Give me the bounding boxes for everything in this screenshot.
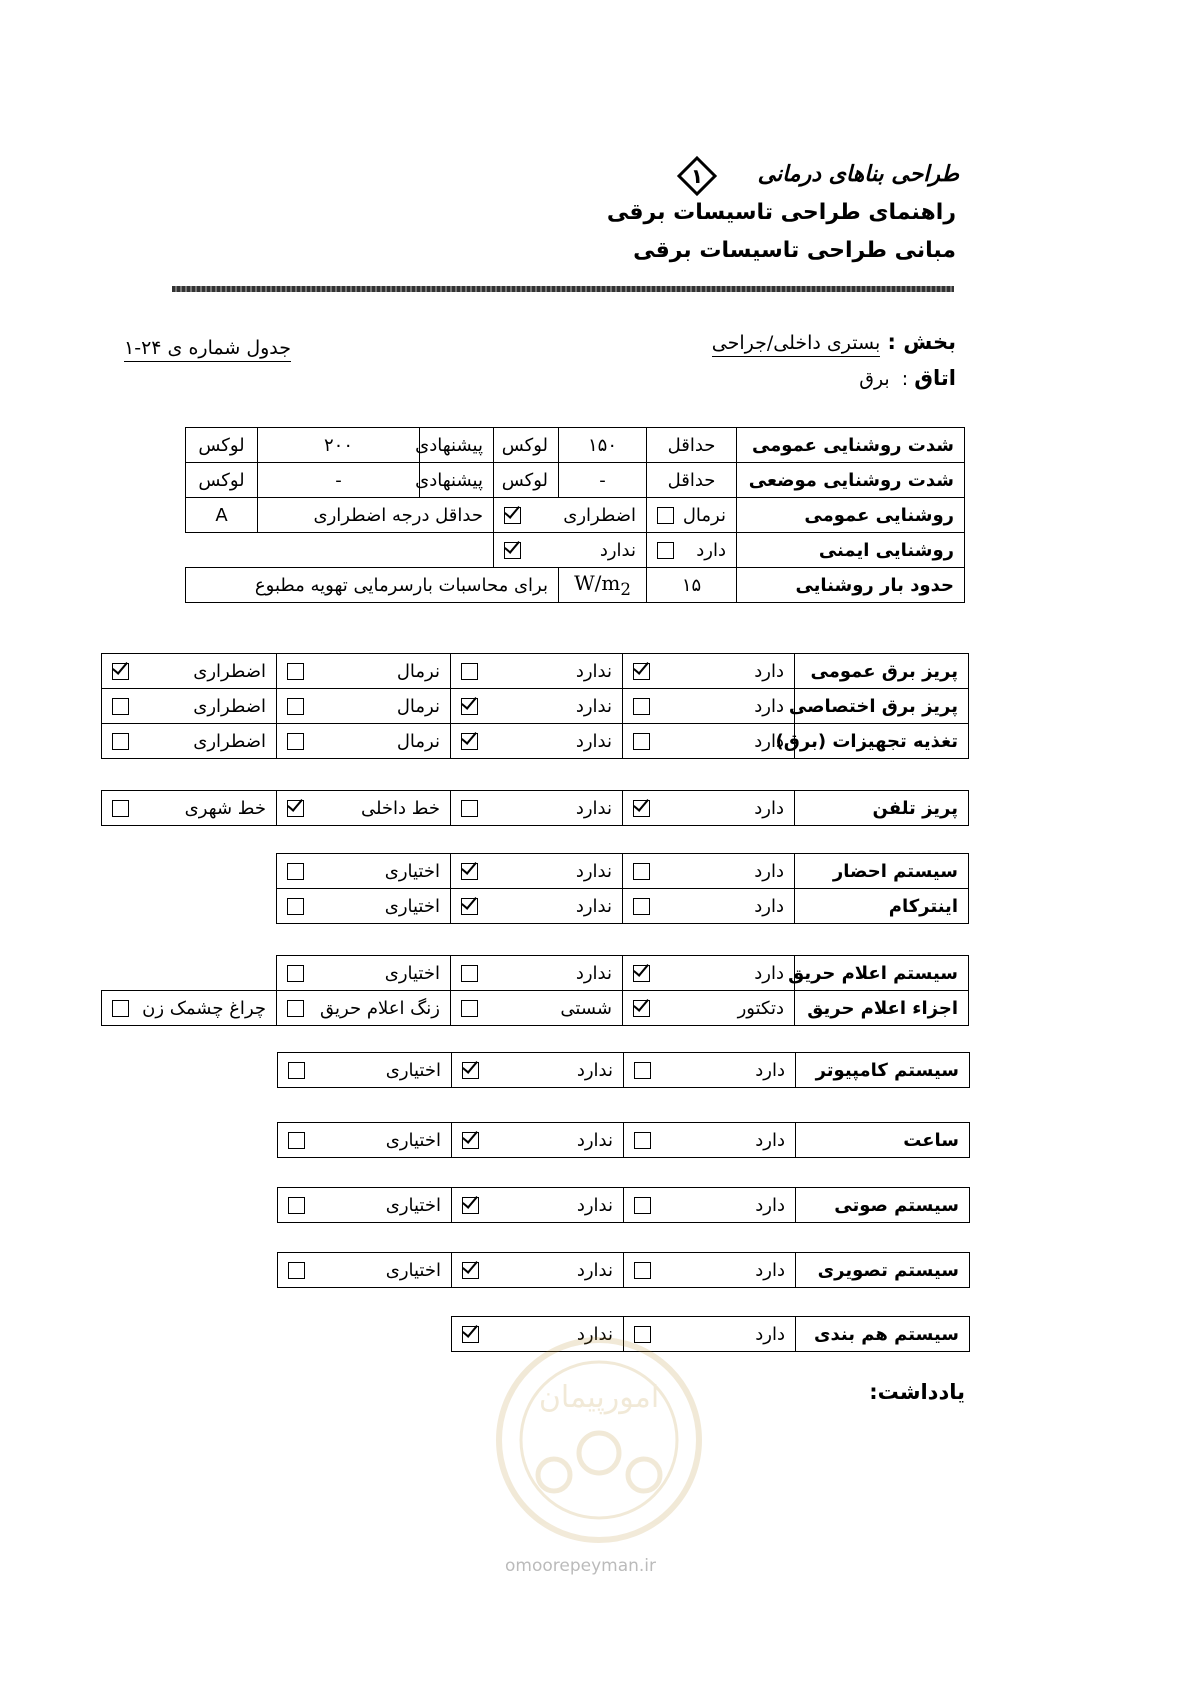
call-not-checkbox[interactable]: [461, 863, 478, 880]
room-line: اتاق : برق: [859, 366, 956, 390]
power-not-checkbox[interactable]: [461, 698, 478, 715]
power-row: [102, 654, 969, 689]
power-not-checkbox[interactable]: [461, 733, 478, 750]
system-audio-table: [277, 1187, 970, 1223]
system-not-checkbox[interactable]: [462, 1197, 479, 1214]
watermark-text: omoorepeyman.ir: [505, 1556, 657, 1576]
li-min-label: حداقل: [647, 463, 737, 498]
call-table: [276, 853, 969, 924]
fire-flash-label: چراغ چشمک زن: [142, 997, 266, 1019]
room-label: اتاق: [914, 366, 956, 390]
li-rec-label: پیشنهادی: [420, 463, 494, 498]
sl-has-label: دارد: [696, 539, 726, 561]
phone-not-checkbox[interactable]: [461, 800, 478, 817]
power-emergency-label: اضطراری: [193, 730, 266, 752]
phone-internal-label: خط داخلی: [360, 797, 440, 819]
gl-emergency-label: اضطراری: [563, 504, 636, 526]
local-intensity-label: شدت روشنایی موضعی: [737, 463, 965, 498]
call-row-label: اینترکام: [795, 889, 969, 924]
call-has-checkbox[interactable]: [633, 863, 650, 880]
system-clock-label: ساعت: [796, 1123, 970, 1158]
fire-parts-label: اجزاء اعلام حریق: [795, 991, 969, 1026]
call-not-label: ندارد: [575, 860, 612, 882]
phone-city-checkbox[interactable]: [112, 800, 129, 817]
system-opt-checkbox[interactable]: [288, 1062, 305, 1079]
header-line3: مبانی طراحی تاسیسات برقی: [633, 238, 956, 263]
section-label: بخش: [903, 330, 956, 354]
power-emergency-checkbox[interactable]: [112, 698, 129, 715]
gi-rec-label: پیشنهادی: [420, 428, 494, 463]
system-not-checkbox[interactable]: [462, 1062, 479, 1079]
general-lighting-row: [186, 498, 965, 533]
sl-not-checkbox[interactable]: [504, 542, 521, 559]
fire-push-checkbox[interactable]: [461, 1000, 478, 1017]
system-has-checkbox[interactable]: [634, 1197, 651, 1214]
power-not-label: ندارد: [575, 660, 612, 682]
power-normal-label: نرمال: [396, 730, 440, 752]
gi-min-unit: لوکس: [494, 428, 559, 463]
gi-rec-unit: لوکس: [186, 428, 258, 463]
gl-emergency-cell: [494, 498, 647, 533]
call-row: [277, 854, 969, 889]
system-opt-checkbox[interactable]: [288, 1197, 305, 1214]
system-not-label: ندارد: [576, 1059, 613, 1081]
power-has-label: دارد: [754, 660, 784, 682]
power-emergency-label: اضطراری: [193, 660, 266, 682]
gl-emergency-checkbox[interactable]: [504, 507, 521, 524]
fire-flash-checkbox[interactable]: [112, 1000, 129, 1017]
local-intensity-row: [186, 463, 965, 498]
sl-has-checkbox[interactable]: [657, 542, 674, 559]
fire-parts-row: [102, 991, 969, 1026]
safety-lighting-row: [186, 533, 965, 568]
system-has-label: دارد: [755, 1194, 785, 1216]
watermark-logo: [494, 1335, 704, 1545]
gl-normal-label: نرمال: [682, 504, 726, 526]
power-has-checkbox[interactable]: [633, 663, 650, 680]
load-unit-cell: [559, 568, 647, 603]
call-has-label: دارد: [754, 895, 784, 917]
system-row: [278, 1253, 970, 1288]
power-row: [102, 724, 969, 759]
sl-not-cell: [494, 533, 647, 568]
system-not-label: ندارد: [576, 1259, 613, 1281]
li-rec-value: -: [258, 463, 420, 498]
system-has-label: دارد: [755, 1259, 785, 1281]
section-number-badge: [677, 156, 717, 196]
system-row: [278, 1188, 970, 1223]
table-ref: [124, 337, 291, 359]
badge-number: ۱: [690, 164, 704, 188]
phone-city-label: خط شهری: [184, 797, 266, 819]
call-has-checkbox[interactable]: [633, 898, 650, 915]
power-emergency-checkbox[interactable]: [112, 733, 129, 750]
li-rec-unit: لوکس: [186, 463, 258, 498]
load-note: برای محاسبات بارسرمایی تهویه مطبوع: [186, 568, 559, 603]
call-row: [277, 889, 969, 924]
call-opt-label: اختیاری: [384, 860, 440, 882]
gi-min-label: حداقل: [647, 428, 737, 463]
fire-has-label: دارد: [754, 962, 784, 984]
fire-system-row: [102, 956, 969, 991]
system-opt-label: اختیاری: [385, 1129, 441, 1151]
system-row: [278, 1123, 970, 1158]
system-opt-checkbox[interactable]: [288, 1132, 305, 1149]
system-has-label: دارد: [755, 1059, 785, 1081]
system-opt-label: اختیاری: [385, 1259, 441, 1281]
bonding-label: سیستم هم بندی: [796, 1317, 970, 1352]
power-table: [101, 653, 969, 759]
power-has-checkbox[interactable]: [633, 733, 650, 750]
system-has-checkbox[interactable]: [634, 1262, 651, 1279]
fire-system-label: سیستم اعلام حریق: [795, 956, 969, 991]
bonding-has-label: دارد: [755, 1323, 785, 1345]
power-row-label: پریز برق عمومی: [795, 654, 969, 689]
load-label: حدود بار روشنایی: [737, 568, 965, 603]
fire-opt-label: اختیاری: [384, 962, 440, 984]
notes-label: یادداشت:: [869, 1380, 965, 1404]
power-normal-checkbox[interactable]: [287, 663, 304, 680]
call-opt-label: اختیاری: [384, 895, 440, 917]
fire-not-label: ندارد: [575, 962, 612, 984]
sl-has-cell: [647, 533, 737, 568]
sl-empty: [186, 533, 494, 568]
system-clock-table: [277, 1122, 970, 1158]
room-value: برق: [859, 368, 890, 390]
section-line: بخش : بستری داخلی/جراحی: [712, 330, 956, 354]
gl-grade-label: حداقل درجه اضطراری: [258, 498, 494, 533]
fire-has-checkbox[interactable]: [633, 965, 650, 982]
general-intensity-row: [186, 428, 965, 463]
gl-grade-value: A: [186, 498, 258, 533]
section-value: بستری داخلی/جراحی: [712, 332, 880, 357]
load-unit-sub: 2: [620, 580, 631, 599]
power-normal-label: نرمال: [396, 660, 440, 682]
watermark-logo-text: امورپیمان: [538, 1380, 660, 1415]
call-has-label: دارد: [754, 860, 784, 882]
gi-min-value: ۱۵۰: [559, 428, 647, 463]
power-not-label: ندارد: [575, 695, 612, 717]
gi-rec-value: ۲۰۰: [258, 428, 420, 463]
load-value: ۱۵: [647, 568, 737, 603]
system-has-checkbox[interactable]: [634, 1132, 651, 1149]
call-row-label: سیستم احضار: [795, 854, 969, 889]
power-has-label: دارد: [754, 695, 784, 717]
lighting-load-row: [186, 568, 965, 603]
gl-normal-checkbox[interactable]: [657, 507, 674, 524]
phone-table: [101, 790, 969, 826]
header-rule: [172, 286, 954, 292]
power-normal-checkbox[interactable]: [287, 733, 304, 750]
fire-detector-checkbox[interactable]: [633, 1000, 650, 1017]
phone-internal-checkbox[interactable]: [287, 800, 304, 817]
bonding-not-label: ندارد: [576, 1323, 613, 1345]
system-row: [278, 1053, 970, 1088]
fire-opt-checkbox[interactable]: [287, 965, 304, 982]
fire-push-label: شستی: [560, 997, 612, 1019]
power-has-checkbox[interactable]: [633, 698, 650, 715]
fire-detector-label: دتکتور: [737, 997, 784, 1019]
fire-bell-label: زنگ اعلام حریق: [320, 997, 440, 1019]
call-not-label: ندارد: [575, 895, 612, 917]
phone-not-label: ندارد: [575, 797, 612, 819]
system-opt-checkbox[interactable]: [288, 1262, 305, 1279]
system-has-label: دارد: [755, 1129, 785, 1151]
system-video-table: [277, 1252, 970, 1288]
power-row-label: پریز برق اختصاصی: [795, 689, 969, 724]
system-has-checkbox[interactable]: [634, 1062, 651, 1079]
li-min-unit: لوکس: [494, 463, 559, 498]
general-lighting-label: روشنایی عمومی: [737, 498, 965, 533]
sl-not-label: ندارد: [599, 539, 636, 561]
general-intensity-label: شدت روشنایی عمومی: [737, 428, 965, 463]
call-opt-checkbox[interactable]: [287, 898, 304, 915]
gl-normal-cell: [647, 498, 737, 533]
power-emergency-checkbox[interactable]: [112, 663, 129, 680]
power-normal-label: نرمال: [396, 695, 440, 717]
system-not-checkbox[interactable]: [462, 1132, 479, 1149]
call-not-checkbox[interactable]: [461, 898, 478, 915]
system-opt-label: اختیاری: [385, 1194, 441, 1216]
power-not-checkbox[interactable]: [461, 663, 478, 680]
power-row: [102, 689, 969, 724]
fire-not-checkbox[interactable]: [461, 965, 478, 982]
call-opt-checkbox[interactable]: [287, 863, 304, 880]
fire-table: [101, 955, 969, 1026]
system-not-label: ندارد: [576, 1129, 613, 1151]
phone-label: پریز تلفن: [795, 791, 969, 826]
phone-row: [102, 791, 969, 826]
lighting-grid: [185, 427, 965, 603]
li-min-value: -: [559, 463, 647, 498]
power-has-label: دارد: [754, 730, 784, 752]
fire-bell-checkbox[interactable]: [287, 1000, 304, 1017]
system-audio-label: سیستم صوتی: [796, 1188, 970, 1223]
phone-has-label: دارد: [754, 797, 784, 819]
table-ref-text: جدول شماره ی ۲۴-۱: [124, 337, 291, 362]
phone-has-checkbox[interactable]: [633, 800, 650, 817]
system-not-label: ندارد: [576, 1194, 613, 1216]
header-line1: طراحی بناهای درمانی: [757, 162, 959, 187]
system-video-label: سیستم تصویری: [796, 1253, 970, 1288]
power-row-label: تغذیه تجهیزات (برق): [795, 724, 969, 759]
header-line2: راهنمای طراحی تاسیسات برقی: [606, 200, 956, 225]
system-opt-label: اختیاری: [385, 1059, 441, 1081]
system-computer-label: سیستم کامپیوتر: [796, 1053, 970, 1088]
bonding-not-checkbox[interactable]: [462, 1326, 479, 1343]
power-emergency-label: اضطراری: [193, 695, 266, 717]
system-not-checkbox[interactable]: [462, 1262, 479, 1279]
power-not-label: ندارد: [575, 730, 612, 752]
load-unit: W/m: [574, 571, 621, 595]
power-normal-checkbox[interactable]: [287, 698, 304, 715]
system-computer-table: [277, 1052, 970, 1088]
safety-lighting-label: روشنایی ایمنی: [737, 533, 965, 568]
